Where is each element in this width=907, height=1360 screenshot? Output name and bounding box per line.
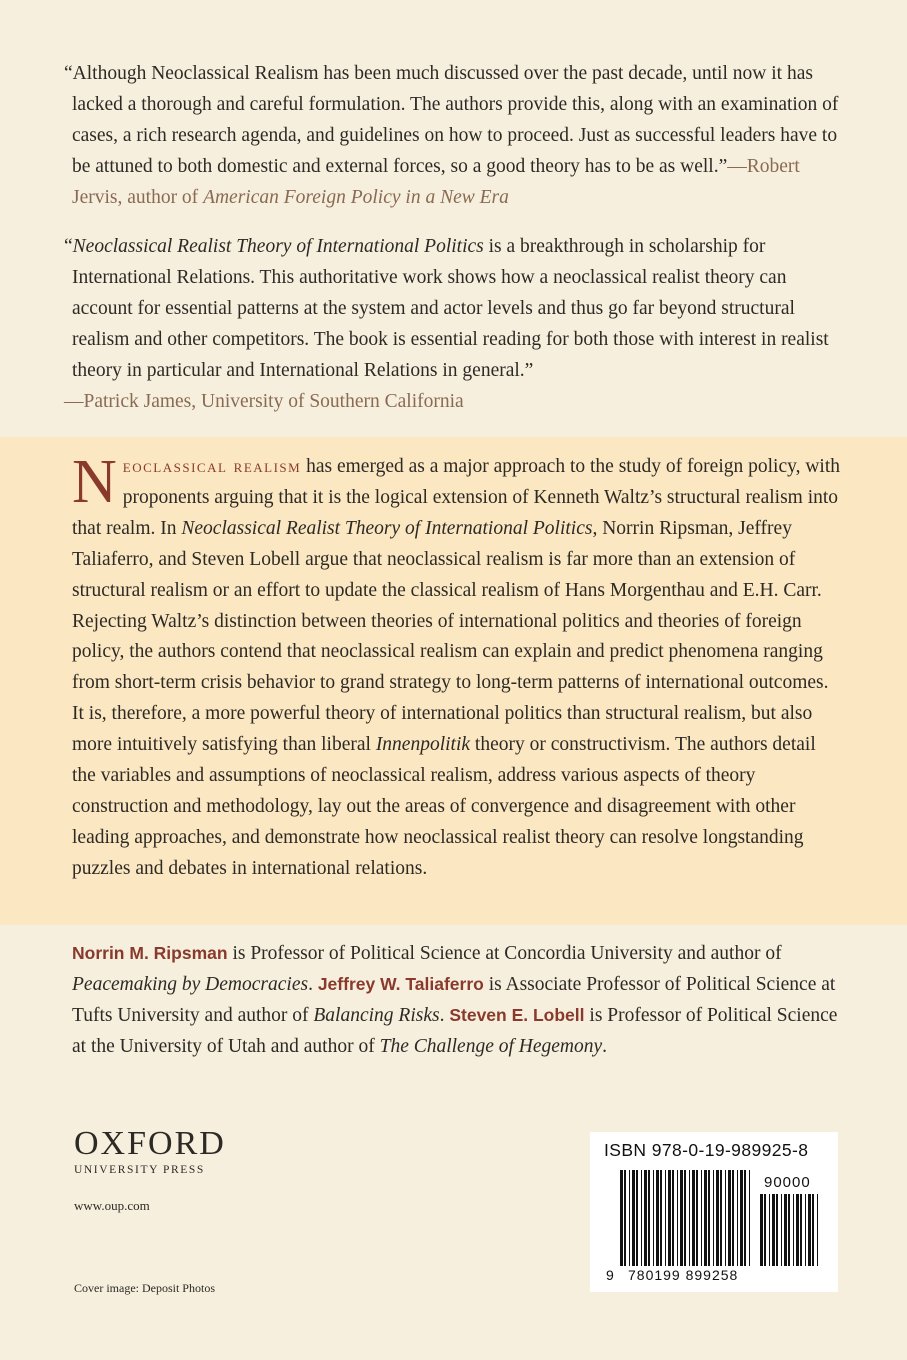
author-bios (72, 938, 842, 1062)
ean-digits: 780199 899258 (628, 1267, 739, 1283)
addon-bar (764, 1194, 766, 1266)
ean-bar (689, 1170, 690, 1266)
ean-bar (704, 1170, 707, 1266)
ean-bar (629, 1170, 630, 1266)
book-description (72, 448, 844, 885)
ean-bar (720, 1170, 722, 1266)
open-quote: “ (64, 236, 73, 257)
description-book-title: Neoclassical Realist Theory of International Politics (181, 517, 593, 539)
description-text: theory or constructivism. The authors detail the variables and assumptions of neoclassical realism, address various aspects of theory construction and methodology, lay out the areas of convergence and disagreement with other leading approaches, and demonstrate how neoclassical realist theory can resolve longstanding puzzles and debates in international relations. (72, 734, 816, 879)
endorsement-attribution: —Robert Jervis, author of (72, 156, 800, 208)
addon-bar (781, 1194, 782, 1266)
ean-bar (644, 1170, 647, 1266)
ean-bar (641, 1170, 642, 1266)
addon-bar (793, 1194, 794, 1266)
ean-bar (749, 1170, 750, 1266)
publisher-logo (74, 1127, 226, 1176)
endorsement-jervis (64, 58, 844, 213)
publisher-website: www.oup.com (74, 1198, 150, 1213)
endorsements (64, 58, 844, 417)
addon-bar (805, 1194, 806, 1266)
addon-bar (769, 1194, 770, 1266)
ean-bar (708, 1170, 710, 1266)
endorsement-attribution: —Patrick James, University of Southern California (64, 391, 464, 412)
ean-first-digit: 9 (606, 1267, 614, 1283)
publisher-name: OXFORD (74, 1125, 226, 1162)
author-name: Norrin M. Ripsman (72, 943, 228, 963)
author-bio-text: is Associate Professor of Political Science at Tufts University and author of (72, 974, 836, 1026)
addon-bar (776, 1194, 778, 1266)
endorsement-text: is a breakthrough in scholarship for International Relations. This authoritative work shows how a neoclassical realist theory can account for essential patterns at the system and actor levels and thus go far beyond structural realism and other competitors. The book is essential reading for both those with interest in realist theory in particular and International Relations in general.” (72, 236, 829, 381)
author-bio-text: . (308, 974, 318, 995)
ean-bar (660, 1170, 662, 1266)
ean-bar (744, 1170, 746, 1266)
description-text: has emerged as a major approach to the study of foreign policy, with proponents arguing that it is the logical extension of Kenneth Waltz’s structural realism into that realm. In (72, 456, 841, 539)
ean-bar (624, 1170, 626, 1266)
ean-bar (701, 1170, 702, 1266)
ean-bar (737, 1170, 738, 1266)
barcode-panel (590, 1132, 838, 1292)
addon-bar (812, 1194, 814, 1266)
author-bio-text: . (439, 1005, 450, 1026)
price-code: 90000 (764, 1174, 811, 1191)
ean-bar (668, 1170, 671, 1266)
ean-bar (725, 1170, 726, 1266)
ean-bar (728, 1170, 731, 1266)
addon-bar (760, 1194, 763, 1266)
drop-cap: N (72, 448, 117, 516)
ean-bar (732, 1170, 734, 1266)
author-name: Jeffrey W. Taliaferro (317, 974, 484, 994)
ean-bar (636, 1170, 638, 1266)
ean-bar (632, 1170, 635, 1266)
author-bio-text: is Professor of Political Science at the University of Utah and author of (72, 1005, 838, 1057)
description-text: , Norrin Ripsman, Jeffrey Taliaferro, and Steven Lobell argue that neoclassical realism is far more than an extension of structural realism or an effort to update the classical realism of Hans Morgenthau and E.H. Carr. Rejecting Waltz’s distinction between theories of international politics and theories of foreign policy, the authors contend that neoclassical realism can explain and predict phenomena ranging from short-term crisis behavior to grand strategy to long-term patterns of international outcomes. It is, therefore, a more powerful theory of international politics than structural realism, but also more intuitively satisfying than liberal (72, 517, 829, 756)
ean-bar (665, 1170, 666, 1266)
ean-bar (684, 1170, 686, 1266)
ean-bar (692, 1170, 695, 1266)
isbn-label: ISBN 978-0-19-989925-8 (604, 1140, 809, 1160)
ean-bar (620, 1170, 623, 1266)
author-book-title: The Challenge of Hegemony (379, 1036, 603, 1057)
ean-bar (656, 1170, 659, 1266)
ean-bar (677, 1170, 678, 1266)
endorsement-attribution-title: American Foreign Policy in a New Era (203, 187, 509, 208)
ean-bar (653, 1170, 654, 1266)
addon-bar (772, 1194, 775, 1266)
endorsement-text: “Although Neoclassical Realism has been much discussed over the past decade, until now it has lacked a thorough and careful formulation. The authors provide this, along with an examination of cases, a rich research agenda, and guidelines on how to proceed. Just as successful leaders have to be attuned to both domestic and external forces, so a good theory has to be as well.” (64, 63, 839, 177)
publisher-subtitle: UNIVERSITY PRESS (74, 1164, 205, 1176)
ean-bar (716, 1170, 719, 1266)
description-term: Innenpolitik (375, 734, 471, 756)
ean-bar (648, 1170, 650, 1266)
author-book-title: Peacemaking by Democracies (72, 974, 309, 995)
ean-bar (680, 1170, 683, 1266)
author-bio-text: . (602, 1036, 608, 1057)
endorsement-book-title: Neoclassical Realist Theory of International Politics (72, 236, 484, 257)
endorsement-james (64, 231, 844, 417)
author-bio-text: is Professor of Political Science at Concordia University and author of (227, 943, 782, 964)
addon-bar (784, 1194, 787, 1266)
ean-bar (740, 1170, 743, 1266)
addon-bar (800, 1194, 802, 1266)
author-name: Steven E. Lobell (449, 1005, 585, 1025)
ean-bar (713, 1170, 714, 1266)
addon-bar (788, 1194, 790, 1266)
cover-credit: Cover image: Deposit Photos (74, 1281, 215, 1295)
addon-bar (817, 1194, 818, 1266)
description-lead: eoclassical realism (122, 456, 302, 477)
ean-bar (672, 1170, 674, 1266)
addon-bar (808, 1194, 811, 1266)
author-book-title: Balancing Risks (313, 1005, 440, 1026)
ean-bar (696, 1170, 698, 1266)
addon-bar (796, 1194, 799, 1266)
